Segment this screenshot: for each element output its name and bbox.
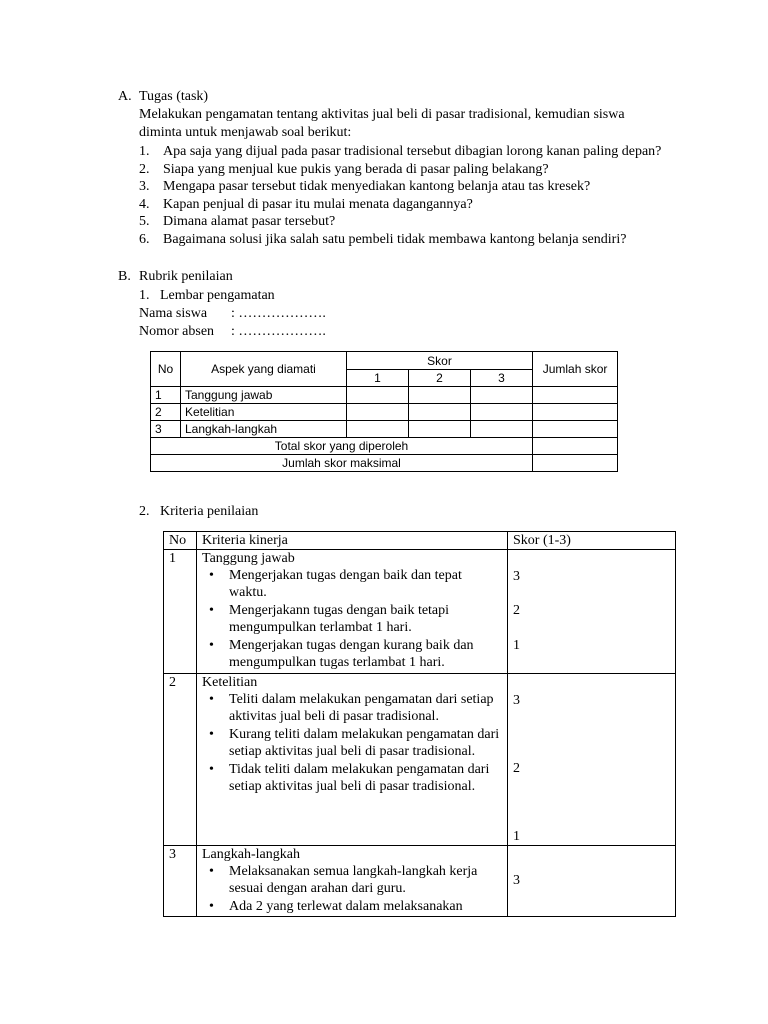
criteria-score: 3 [513, 569, 520, 584]
total-cell [533, 387, 618, 404]
table-row [164, 550, 676, 674]
row-aspek: Ketelitian [181, 404, 347, 421]
score-cell [471, 404, 533, 421]
header-aspek: Aspek yang diamati [181, 352, 347, 387]
header-skor-2: 2 [409, 370, 471, 387]
criteria-no: 2 [164, 674, 197, 846]
header-no: No [151, 352, 181, 387]
header-jumlah-skor: Jumlah skor [533, 352, 618, 387]
criteria-header-no: No [164, 532, 197, 550]
question-item: 5. Dimana alamat pasar tersebut? [139, 214, 336, 229]
criteria-header-skor: Skor (1-3) [508, 532, 676, 550]
score-cell [409, 387, 471, 404]
criteria-score: 2 [513, 761, 520, 776]
nomor-absen-field [139, 323, 326, 341]
question-item: 3. Mengapa pasar tersebut tidak menyediakan kantong belanja atau tas kresek? [139, 179, 591, 194]
section-a-title: Tugas (task) [139, 89, 209, 104]
header-skor-3: 3 [471, 370, 533, 387]
criteria-no: 3 [164, 846, 197, 917]
list-item: • Tidak teliti dalam melakukan pengamatan dari setiap aktivitas jual beli di pasar tradisional. [202, 761, 502, 795]
score-cell [471, 387, 533, 404]
row-no: 2 [151, 404, 181, 421]
score-cell [409, 421, 471, 438]
nomor-absen-value: : ………………. [231, 324, 326, 339]
section-b-letter: B. [118, 269, 131, 284]
list-item: • Mengerjakan tugas dengan baik dan tepat waktu. [202, 567, 502, 601]
total-cell [533, 421, 618, 438]
nama-siswa-field [139, 305, 326, 323]
total-cell [533, 404, 618, 421]
criteria-score: 1 [513, 829, 520, 844]
criteria-header-kriteria: Kriteria kinerja [197, 532, 508, 550]
criteria-title: Ketelitian [202, 675, 258, 690]
question-item: 2. Siapa yang menjual kue pukis yang berada di pasar paling belakang? [139, 161, 549, 177]
criteria-score: 1 [513, 638, 520, 653]
criteria-score: 2 [513, 603, 520, 618]
criteria-score: 3 [513, 693, 520, 708]
subsection-lembar-pengamatan: 1. Lembar pengamatan [139, 288, 275, 303]
row-no: 1 [151, 387, 181, 404]
question-item: 4. Kapan penjual di pasar itu mulai menata dagangannya? [139, 196, 473, 212]
score-cell [347, 404, 409, 421]
table-row [151, 404, 618, 421]
max-score-label: Jumlah skor maksimal [151, 455, 533, 472]
list-item: • Ada 2 yang terlewat dalam melaksanakan [202, 898, 502, 915]
section-a-letter: A. [118, 89, 132, 104]
score-cell [471, 421, 533, 438]
observation-table [150, 351, 618, 472]
nama-siswa-value: : ………………. [231, 306, 326, 321]
criteria-list [202, 691, 502, 795]
list-item: • Kurang teliti dalam melakukan pengamatan dari setiap aktivitas jual beli di pasar tradisional. [202, 726, 502, 760]
section-a-intro: Melakukan pengamatan tentang aktivitas jual beli di pasar tradisional, kemudian siswa diminta untuk menjawab soal berikut: [139, 107, 625, 140]
criteria-no: 1 [164, 550, 197, 674]
question-list [139, 143, 699, 248]
criteria-list [202, 863, 502, 915]
criteria-title: Langkah-langkah [202, 847, 300, 862]
criteria-list [202, 567, 502, 671]
criteria-score: 3 [513, 873, 520, 888]
question-item: 6. Bagaimana solusi jika salah satu pembeli tidak membawa kantong belanja sendiri? [139, 231, 627, 247]
list-item: • Mengerjakan tugas dengan kurang baik dan mengumpulkan tugas terlambat 1 hari. [202, 637, 502, 671]
section-b-title: Rubrik penilaian [139, 269, 233, 284]
nama-siswa-label: Nama siswa [139, 306, 208, 321]
table-row [151, 421, 618, 438]
list-item: • Melaksanakan semua langkah-langkah kerja sesuai dengan arahan dari guru. [202, 863, 502, 897]
total-score-cell [533, 438, 618, 455]
row-no: 3 [151, 421, 181, 438]
max-score-cell [533, 455, 618, 472]
score-cell [347, 387, 409, 404]
table-row [151, 387, 618, 404]
total-score-label: Total skor yang diperoleh [151, 438, 533, 455]
score-cell [347, 421, 409, 438]
header-skor: Skor [347, 352, 533, 370]
header-skor-1: 1 [347, 370, 409, 387]
row-aspek: Langkah-langkah [181, 421, 347, 438]
row-aspek: Tanggung jawab [181, 387, 347, 404]
table-row [164, 674, 676, 846]
table-row [164, 846, 676, 917]
score-cell [409, 404, 471, 421]
list-item: • Teliti dalam melakukan pengamatan dari setiap aktivitas jual beli di pasar tradisional. [202, 691, 502, 725]
subsection-kriteria-penilaian: 2. Kriteria penilaian [139, 504, 259, 519]
criteria-title: Tanggung jawab [202, 551, 295, 566]
nomor-absen-label: Nomor absen [139, 324, 215, 339]
criteria-table [163, 531, 676, 917]
list-item: • Mengerjakann tugas dengan baik tetapi mengumpulkan terlambat 1 hari. [202, 602, 502, 636]
question-item: 1. Apa saja yang dijual pada pasar tradisional tersebut dibagian lorong kanan paling depan? [139, 144, 662, 159]
